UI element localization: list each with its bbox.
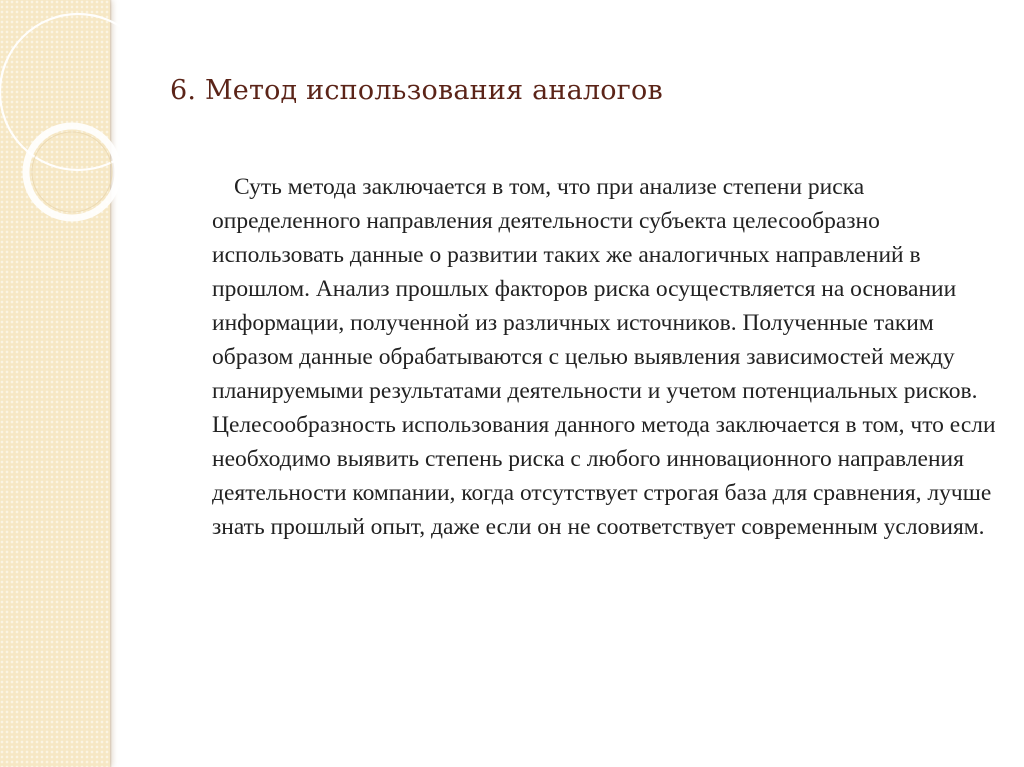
side-band-shadow (110, 0, 112, 767)
slide-body-text: Суть метода заключается в том, что при анализе степени риска определенного направления деятельности субъекта целесообразно использовать данные о развитии таких же аналогичных направлений в прошлом. Анализ прошлых факторов риска осуществляется на основании информации, полученной из различных источников. Полученные таким образом данные обрабатываются с целью выявления зависимостей между планируемыми результатами деятельности и учетом потенциальных рисков. Целесообразность использования данного метода заключается в том, что если необходимо выявить степень риска с любого инновационного направления деятельности компании, когда отсутствует строгая база для сравнения, лучше знать прошлый опыт, даже если он не соответствует современным условиям. (212, 174, 996, 540)
decorative-side-band (0, 0, 110, 767)
slide-title: 6. Метод использования аналогов (170, 75, 663, 106)
